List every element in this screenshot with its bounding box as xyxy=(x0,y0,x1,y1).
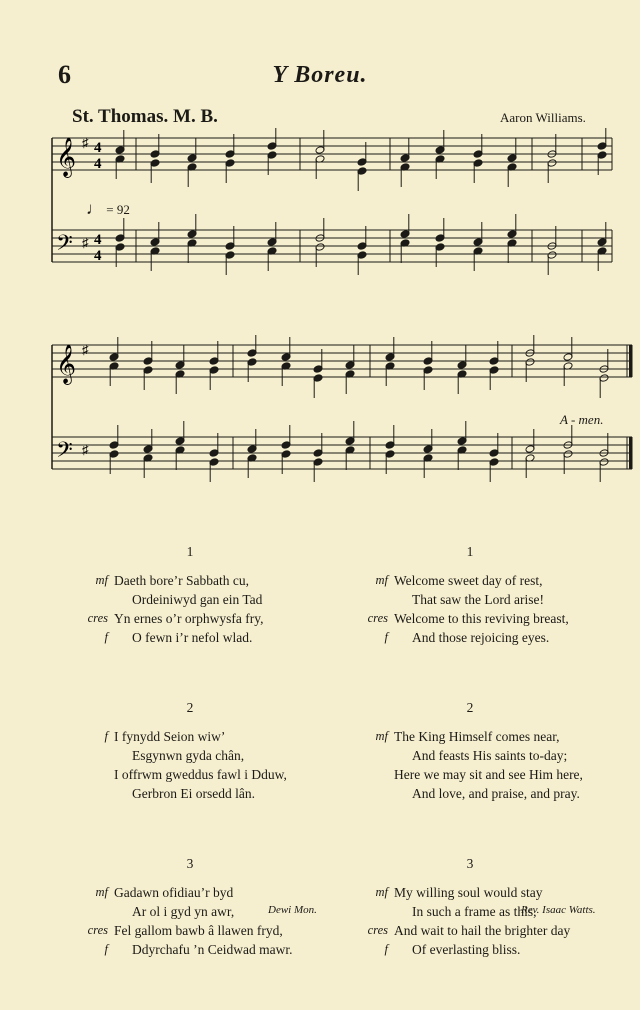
verse-line xyxy=(320,765,620,784)
verse-number: 2 xyxy=(466,700,474,715)
lyric-text: Ar ol i gyd yn awr, xyxy=(132,904,235,919)
verse-line xyxy=(40,784,340,803)
time-signature: 4 xyxy=(94,140,102,156)
verse-number: 3 xyxy=(186,856,194,871)
lyric-text: The King Himself comes near, xyxy=(394,729,560,744)
lyric-text: Fel gallom bawb â llawen fryd, xyxy=(114,923,283,938)
sharp-icon: ♯ xyxy=(82,235,89,250)
verse-line xyxy=(40,921,340,940)
lyric-text: Welcome to this reviving breast, xyxy=(394,611,569,626)
dynamic-marking: mf xyxy=(375,885,388,899)
welsh-verses xyxy=(40,542,340,1010)
verse-line xyxy=(320,784,620,803)
lyric-text: Here we may sit and see Him here, xyxy=(394,767,583,782)
verse xyxy=(320,542,620,647)
verse-number: 1 xyxy=(466,544,474,559)
verse-line xyxy=(40,727,340,746)
verse-number: 2 xyxy=(186,700,194,715)
verse-number: 1 xyxy=(186,544,194,559)
lyric-text: Ordeiniwyd gan ein Tad xyxy=(132,592,263,607)
verse-line xyxy=(40,571,340,590)
lyric-text: I offrwm gweddus fawl i Dduw, xyxy=(114,767,287,782)
dynamic-marking: cres xyxy=(367,611,388,625)
dynamic-marking: f xyxy=(384,942,388,956)
amen-text: A - men. xyxy=(560,412,604,427)
time-signature: 4 xyxy=(94,248,102,264)
dynamic-marking: cres xyxy=(87,611,108,625)
time-signature: 4 xyxy=(94,156,102,172)
treble-clef-icon: 𝄞 xyxy=(56,137,77,177)
verse-line xyxy=(320,921,620,940)
quarter-note-icon: ♩ xyxy=(86,199,103,218)
verse-line xyxy=(40,746,340,765)
verse xyxy=(40,542,340,647)
verse-line xyxy=(40,609,340,628)
lyric-text: And those rejoicing eyes. xyxy=(412,630,550,645)
verse-line xyxy=(320,940,620,959)
dynamic-marking: cres xyxy=(87,923,108,937)
lyric-text: Ddyrchafu ’n Ceidwad mawr. xyxy=(132,942,293,957)
lyric-text: And feasts His saints to-day; xyxy=(412,748,568,763)
verse-line xyxy=(320,727,620,746)
dynamic-marking: f xyxy=(104,630,108,644)
verse-line xyxy=(40,765,340,784)
lyric-text: Esgynwn gyda chân, xyxy=(132,748,245,763)
english-attribution: Rev. Isaac Watts. xyxy=(521,904,596,916)
bass-clef-icon: 𝄢 xyxy=(56,438,73,468)
lyric-text: And love, and praise, and pray. xyxy=(412,786,580,801)
sharp-icon: ♯ xyxy=(82,442,89,457)
dynamic-marking: mf xyxy=(375,729,388,743)
verse-line xyxy=(40,940,340,959)
tempo-value: = 92 xyxy=(106,202,130,217)
final-barline xyxy=(629,437,632,469)
dynamic-marking: f xyxy=(104,729,108,743)
welsh-attribution: Dewi Mon. xyxy=(268,904,317,916)
sharp-icon: ♯ xyxy=(82,135,89,150)
composer: Aaron Williams. xyxy=(500,110,586,125)
verse-number: 3 xyxy=(466,856,474,871)
verse xyxy=(320,698,620,803)
verse-line xyxy=(320,571,620,590)
lyric-text: Welcome sweet day of rest, xyxy=(394,573,543,588)
final-barline xyxy=(629,345,632,377)
lyric-text: That saw the Lord arise! xyxy=(412,592,544,607)
lyric-text: In such a frame as this, xyxy=(412,904,537,919)
verse xyxy=(40,698,340,803)
verse-line xyxy=(320,590,620,609)
lyric-text: Daeth bore’r Sabbath cu, xyxy=(114,573,249,588)
bass-clef-icon: 𝄢 xyxy=(56,231,73,261)
lyric-text: Yn ernes o’r orphwysfa fry, xyxy=(114,611,264,626)
lyric-text: I fynydd Seion wiw’ xyxy=(114,729,226,744)
dynamic-marking: f xyxy=(384,630,388,644)
page-number: 6 xyxy=(58,60,71,89)
verse-line xyxy=(320,746,620,765)
lyric-text: Of everlasting bliss. xyxy=(412,942,521,957)
verse-line xyxy=(40,628,340,647)
verse-line xyxy=(320,628,620,647)
page-title: Y Boreu. xyxy=(272,62,368,88)
sharp-icon: ♯ xyxy=(82,342,89,357)
tune-name: St. Thomas. M. B. xyxy=(72,106,218,127)
verse-line xyxy=(320,609,620,628)
dynamic-marking: cres xyxy=(367,923,388,937)
dynamic-marking: mf xyxy=(375,573,388,587)
music-system-1 xyxy=(0,128,640,298)
verse-line xyxy=(40,590,340,609)
verse-line xyxy=(40,883,340,902)
lyric-text: Gadawn ofidiau’r byd xyxy=(114,885,234,900)
dynamic-marking: f xyxy=(104,942,108,956)
verse-line xyxy=(320,883,620,902)
lyric-text: Gerbron Ei orsedd lân. xyxy=(132,786,255,801)
lyric-text: O fewn i’r nefol wlad. xyxy=(132,630,253,645)
dynamic-marking: mf xyxy=(95,573,108,587)
dynamic-marking: mf xyxy=(95,885,108,899)
time-signature: 4 xyxy=(94,232,102,248)
lyric-text: And wait to hail the brighter day xyxy=(394,923,571,938)
music-system-2 xyxy=(0,335,640,505)
english-verses xyxy=(320,542,620,1010)
lyric-text: My willing soul would stay xyxy=(394,885,543,900)
treble-clef-icon: 𝄞 xyxy=(56,344,77,384)
